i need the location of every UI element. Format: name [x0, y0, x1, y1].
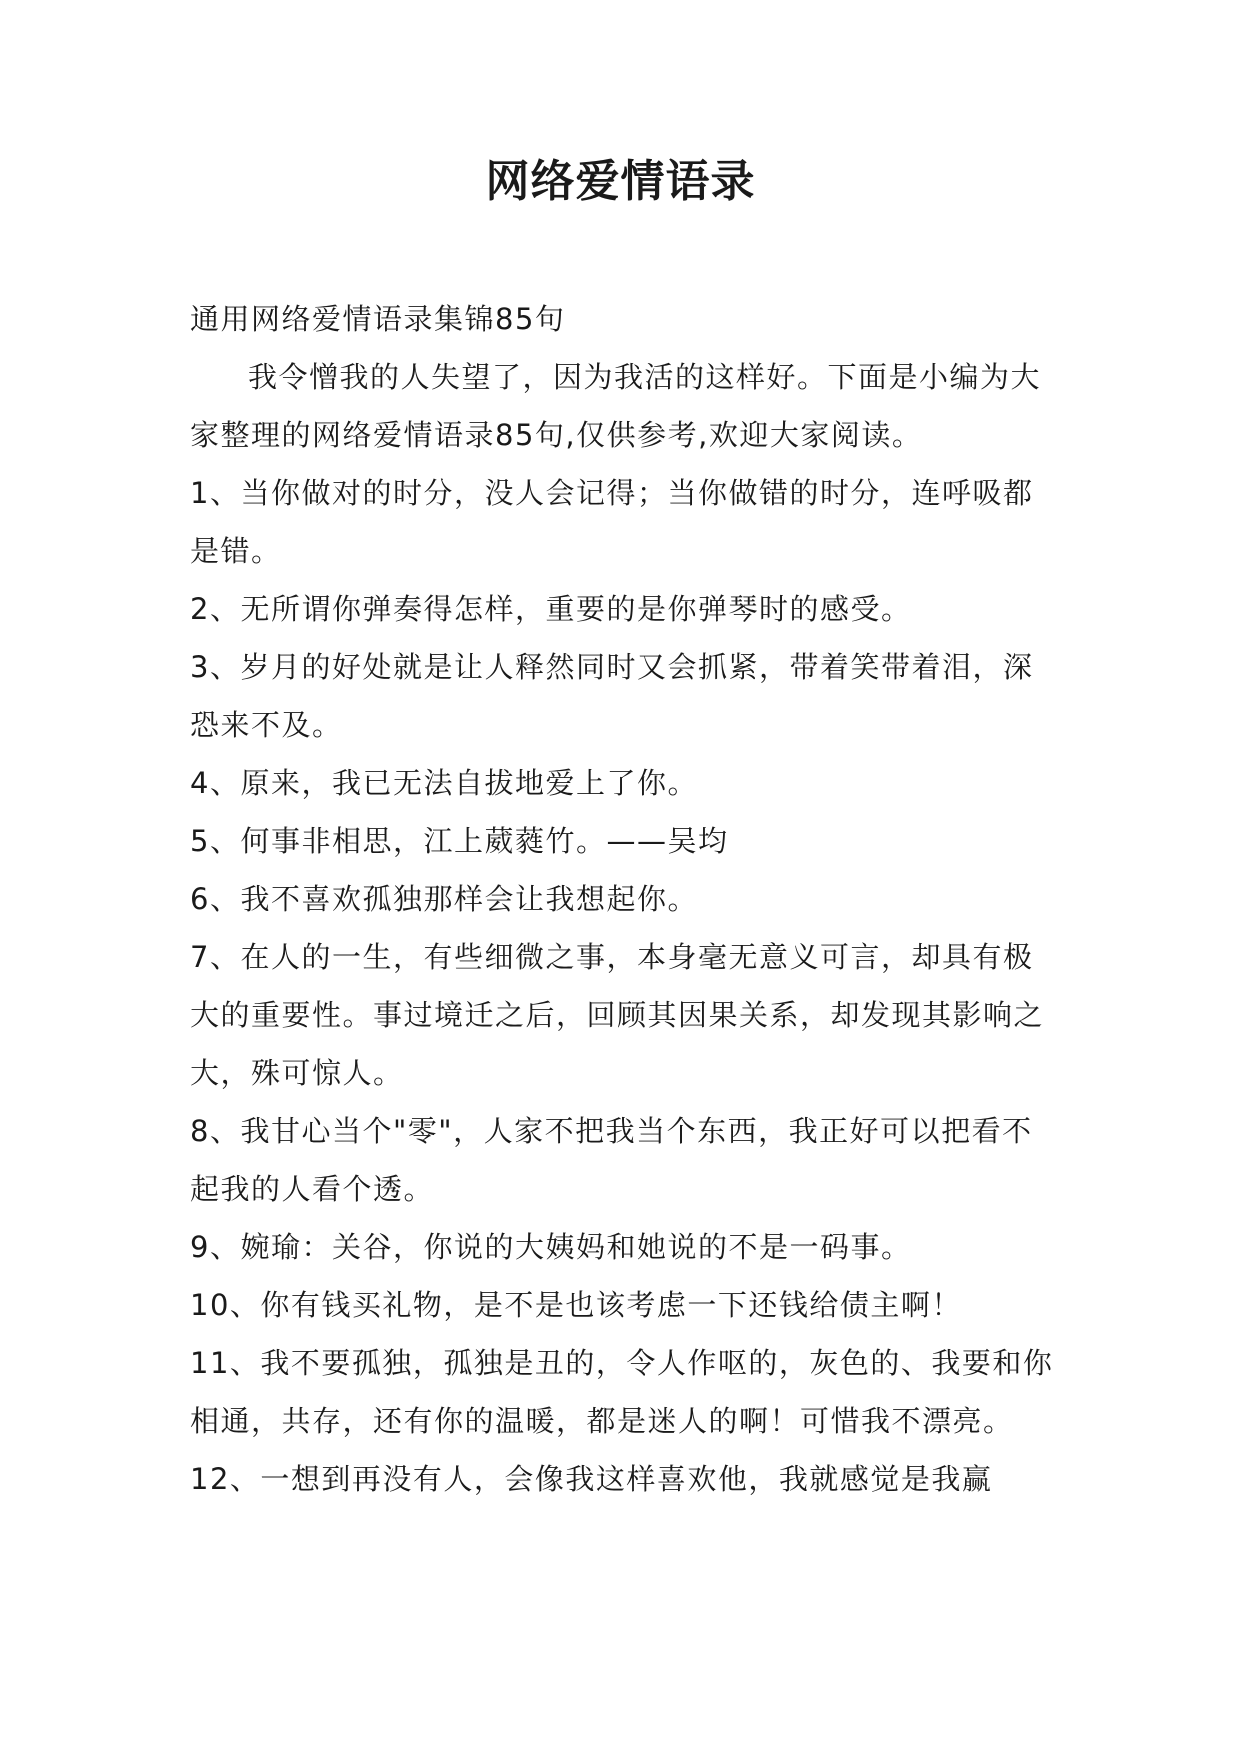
document-title: 网络爱情语录: [485, 156, 756, 207]
quote-item: 6、我不喜欢孤独那样会让我想起你。: [190, 882, 698, 916]
quote-item: 5、何事非相思，江上葳蕤竹。——吴均: [190, 824, 729, 858]
quote-item: 2、无所谓你弹奏得怎样，重要的是你弹琴时的感受。: [190, 592, 912, 626]
quote-item: 1、当你做对的时分，没人会记得；当你做错的时分，连呼吸都是错。: [190, 476, 1034, 568]
document-subtitle: 通用网络爱情语录集锦85句: [190, 302, 566, 336]
document-body: [190, 290, 1060, 1508]
quote-item: 4、原来，我已无法自拔地爱上了你。: [190, 766, 698, 800]
quote-item: 10、你有钱买礼物，是不是也该考虑一下还钱给债主啊！: [190, 1288, 962, 1322]
quote-item: 7、在人的一生，有些细微之事，本身毫无意义可言，却具有极大的重要性。事过境迁之后，回顾其因果关系，却发现其影响之大，殊可惊人。: [190, 940, 1045, 1090]
quote-item: 11、我不要孤独，孤独是丑的，令人作呕的，灰色的、我要和你相通，共存，还有你的温暖，都是迷人的啊！可惜我不漂亮。: [190, 1346, 1054, 1438]
quote-item: 9、婉瑜：关谷，你说的大姨妈和她说的不是一码事。: [190, 1230, 912, 1264]
quote-item: 3、岁月的好处就是让人释然同时又会抓紧，带着笑带着泪，深恐来不及。: [190, 650, 1034, 742]
quote-item: 8、我甘心当个"零"，人家不把我当个东西，我正好可以把看不起我的人看个透。: [190, 1114, 1033, 1206]
quote-item: 12、一想到再没有人，会像我这样喜欢他，我就感觉是我赢: [190, 1462, 993, 1496]
intro-paragraph: 我令憎我的人失望了，因为我活的这样好。下面是小编为大家整理的网络爱情语录85句,仅供参考,欢迎大家阅读。: [190, 360, 1042, 452]
